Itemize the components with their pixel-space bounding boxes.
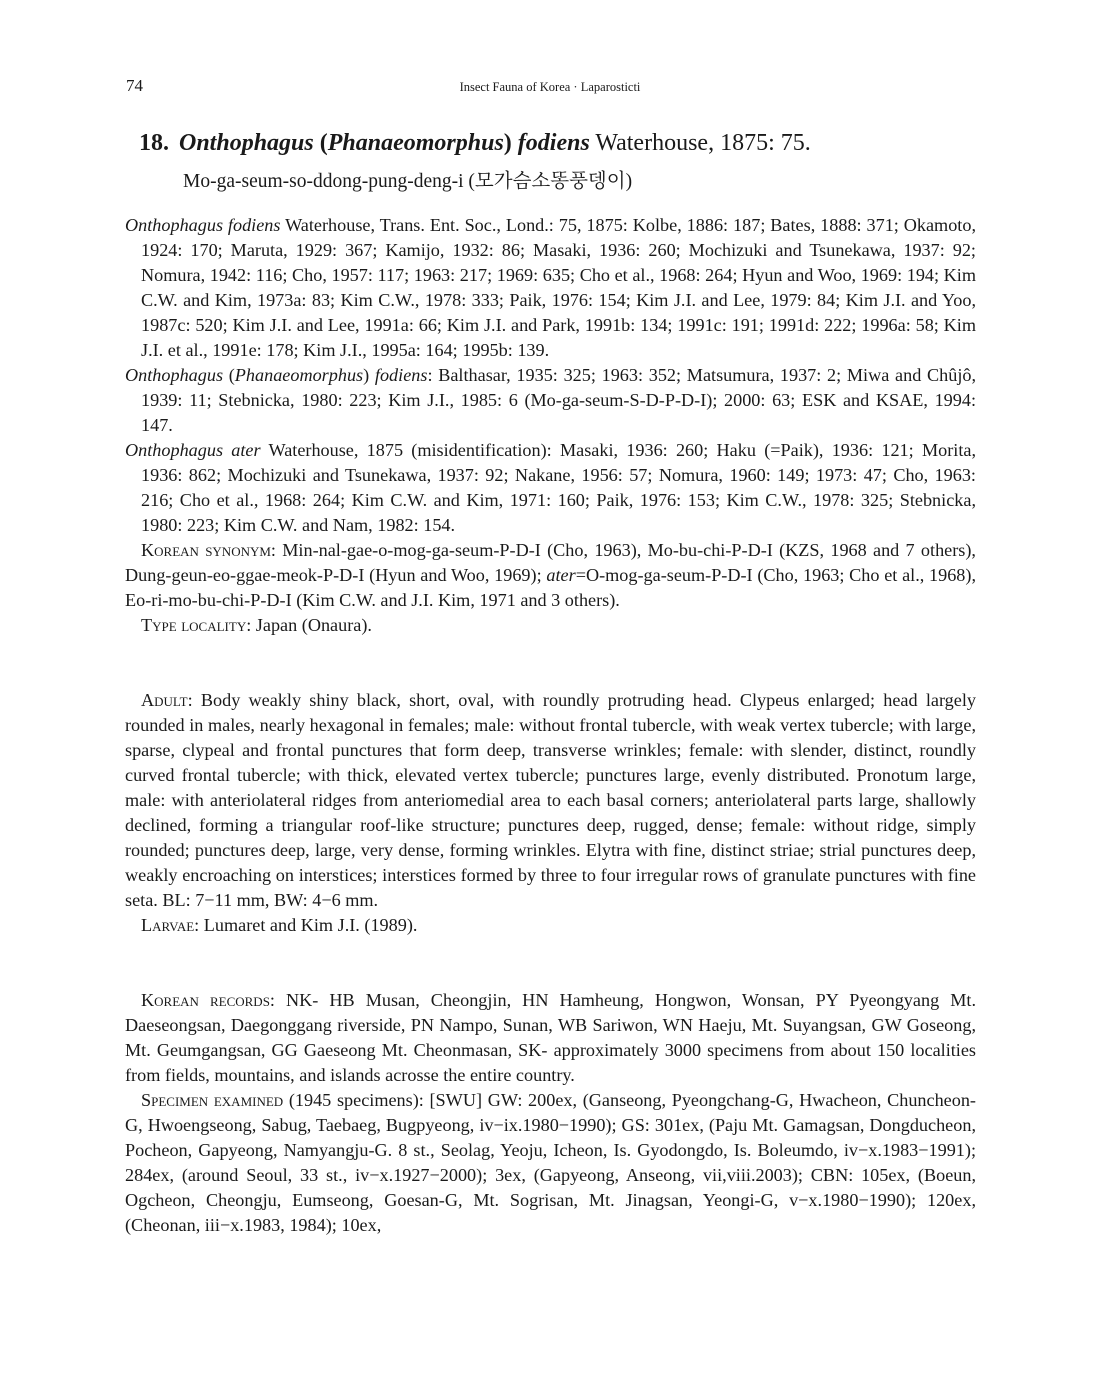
adult-label: Adult [141,690,188,710]
synonymy-entry: Onthophagus (Phanaeomorphus) fodiens: Balthasar, 1935: 325; 1963: 352; Matsumura, 1937: 2; Miwa and Chûjô, 1939: 11; Stebnicka, 1980: 223; Kim J.I., 1985: 6 (Mo-ga-seum-S-D-P-D-I); 2000: 63; ESK and KSAE, 1994: 147. [125,365,977,435]
synonym-citations: Waterhouse, 1875 (misidentification): Masaki, 1936: 260; Haku (=Paik), 1936: 121; Morita, 1936: 862; Mochizuki and Tsunekawa, 1937: 92; Nakane, 1956: 57; Nomura, 1960: 149; 1973: 47; Cho, 1963: 216; Cho et al., 1968: 264; Kim C.W. and Kim, 1971: 160; Paik, 1976: 153; Kim C.W., 1978: 325; Stebnicka, 1980: 223; Kim C.W. and Nam, 1982: 154. [141,440,976,535]
type-locality-paragraph [125,613,976,638]
larvae-paragraph [125,913,976,938]
korean-synonym-text-2: =O-mog-ga-seum-P-D-I (Cho, 1963; Cho et al., 1968), Eo-ri-mo-bu-chi-P-D-I (Kim C.W. and J.I. Kim, 1971 and 3 others). [125,565,976,610]
genus-name: Onthophagus [179,130,314,156]
larvae-text: : Lumaret and Kim J.I. (1989). [194,915,418,935]
synonym-name: Onthophagus fodiens [125,215,281,235]
synonym-citations: : Balthasar, 1935: 325; 1963: 352; Matsumura, 1937: 2; Miwa and Chûjô, 1939: 11; Stebnicka, 1980: 223; Kim J.I., 1985: 6 (Mo-ga-seum-S-D-P-D-I); 2000: 63; ESK and KSAE, 1994: 147. [141,365,977,435]
specimen-examined-paragraph [125,1088,976,1238]
species-number: 18. [139,130,169,156]
korean-synonym-paragraph [125,538,976,613]
korean-synonym-italic: ater [546,565,576,585]
specimen-examined-text: (1945 specimens): [SWU] GW: 200ex, (Ganseong, Pyeongchang-G, Hwacheon, Chuncheon-G, Hwoengseong, Sabug, Taebaeg, Bugpyeong, iv−ix.1980−1990); GS: 301ex, (Paju Mt. Gamagsan, Dongducheon, Pocheon, Gapyeong, Namyangju-G. 8 st., Seolag, Yeoju, Icheon, Is. Gyodongdo, Is. Boleumdo, iv−x.1983−1991); 284ex, (around Seoul, 33 st., iv−x.1927−2000); 3ex, (Gapyeong, Anseong, vii,viii.2003); CBN: 105ex, (Boeun, Ogcheon, Cheongju, Eumseong, Goesan-G, Mt. Sogrisan, Mt. Jinagsan, Yeongi-G, v−x.1980−1990); 120ex, (Cheonan, iii−x.1983, 1984); 10ex, [125,1090,976,1235]
korean-records-text: : NK- HB Musan, Cheongjin, HN Hamheung, Hongwon, Wonsan, PY Pyeongyang Mt. Daeseongsan, Daegonggang riverside, PN Nampo, Sunan, WB Sariwon, WN Haeju, Mt. Suyangsan, GW Goseong, Mt. Geumgangsan, GG Gaeseong Mt. Cheonmasan, SK- approximately 3000 specimens from about 150 localities from fields, mountains, and islands acrosse the entire country. [125,990,976,1085]
synonymy-section [125,213,976,638]
synonymy-entry [125,213,976,363]
running-head: Insect Fauna of Korea · Laparosticti [459,80,641,94]
korean-records-label: Korean records [141,990,270,1010]
description-section [125,688,976,938]
subgenus-name: Phanaeomorphus [327,130,504,156]
page-number: 74 [126,76,143,95]
type-locality-text: : Japan (Onaura). [246,615,372,635]
type-locality-label: Type locality [141,615,247,635]
synonym-epithet: fodiens [374,365,428,385]
korean-synonym-text-1: : Min-nal-gae-o-mog-ga-seum-P-D-I (Cho, 1963), Mo-bu-chi-P-D-I (KZS, 1968 and 7 others), Dung-geun-eo-ggae-meok-P-D-I (Hyun and Woo, 1969); [125,540,976,585]
synonym-citations: Waterhouse, Trans. Ent. Soc., Lond.: 75, 1875: Kolbe, 1886: 187; Bates, 1888: 371; Okamoto, 1924: 170; Maruta, 1929: 367; Kamijo, 1932: 86; Masaki, 1936: 260; Mochizuki and Tsunekawa, 1937: 92; Nomura, 1942: 116; Cho, 1957: 117; 1963: 217; 1969: 635; Cho et al., 1968: 264; Hyun and Woo, 1969: 194; Kim C.W. and Kim, 1973a: 83; Kim C.W., 1978: 333; Paik, 1976: 154; Kim J.I. and Lee, 1979: 84; Kim J.I. and Yoo, 1987c: 520; Kim J.I. and Lee, 1991a: 66; Kim J.I. and Park, 1991b: 134; 1991c: 191; 1991d: 222; 1996a: 58; Kim J.I. et al., 1991e: 178; Kim J.I., 1995a: 164; 1995b: 139. [141,215,976,360]
adult-paragraph [125,688,976,913]
species-epithet: fodiens [517,130,590,156]
korean-records-paragraph [125,988,976,1088]
specimen-examined-label: Specimen examined [141,1090,284,1110]
synonym-name: Onthophagus ater [125,440,261,460]
species-authority: Waterhouse, 1875: 75. [595,130,811,156]
synonym-genus: Onthophagus [125,365,224,385]
species-heading: 18. Onthophagus (Phanaeomorphus) fodiens Waterhouse, 1875: 75. [139,130,811,156]
synonymy-entry [125,438,976,538]
synonym-subgenus: Phanaeomorphus [234,365,364,385]
adult-text: : Body weakly shiny black, short, oval, with roundly protruding head. Clypeus enlarged; head largely rounded in males, nearly hexagonal in females; male: without frontal tubercle, with weak vertex tubercle; with large, sparse, clypeal and frontal punctures that form deep, transverse wrinkles; female: with slender, distinct, roundly curved frontal tubercle; with thick, elevated vertex tubercle; punctures large, evenly distributed. Pronotum large, male: with anteriolateral ridges from anteriomedial area to each basal corners; anteriolateral parts large, shallowly declined, forming a triangular roof-like structure; punctures deep, rugged, dense; female: without ridge, simply rounded; punctures deep, large, very dense, forming wrinkles. Elytra with fine, distinct striae; strial punctures deep, weakly encroaching on interstices; interstices formed by three to four irregular rows of granulate punctures with fine seta. BL: 7−11 mm, BW: 4−6 mm. [125,690,976,910]
larvae-label: Larvae [141,915,195,935]
korean-common-name: Mo-ga-seum-so-ddong-pung-deng-i (모가슴소똥풍뎅이) [183,171,633,192]
korean-synonym-label: Korean synonym [141,540,271,560]
distribution-section [125,988,976,1238]
